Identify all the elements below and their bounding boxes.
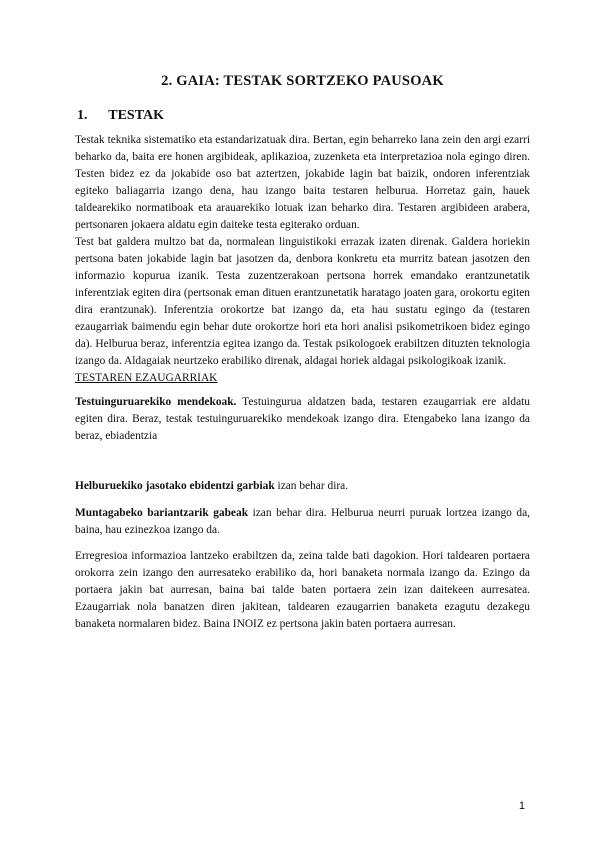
paragraph-definition: Test bat galdera multzo bat da, normalean linguistikoki errazak izaten direnak. Galdera horiekin pertsona baten jokabide lagin bat jasotzen da, denbora konkretu eta murritz batean jasotzen den informazio kopurua izanik. Testa zuzentzerakoan pertsona horrek emandako erantzunetatik inferentziak egiten dira (pertsonak eman dituen erantzunetatik haratago joaten gara, orokortu egiten dira erantzunak). Inferentzia orokortze bat izango da, eta hau sustatu egingo da (testaren ezaugarriak baimendu egin behar dute orokortze hori eta hori analisi psikometrikoen bidez egingo da). Helburua beraz, inferentzia egitea izango da. Testak psikologoek erabiltzen dituzten teknologia izango da. Aldagaiak neurtzeko erabiliko direnak, aldagai horiek aldagai psikologikoak izanik. (75, 236, 530, 367)
paragraph-text: Testuingurua aldatzen bada, testaren ezaugarriak ere aldatu egiten dira. Beraz, testak testuinguruarekiko mendekoak izango dira. Etengabeko lana izango da beraz, ebiadentzia (75, 396, 530, 442)
page-number: 1 (518, 800, 525, 812)
section-heading (77, 108, 164, 124)
paragraph-feature-variance (75, 505, 530, 539)
page-title: 2. GAIA: TESTAK SORTZEKO PAUSOAK (161, 73, 444, 89)
bold-term: Helburuekiko jasotako ebidentzi garbiak (75, 480, 275, 492)
heading-text: TESTAK (108, 108, 165, 123)
paragraph-feature-evidence (75, 478, 530, 495)
paragraph-text: izan behar dira. (274, 480, 349, 492)
bold-term: Muntagabeko bariantzarik gabeak (75, 507, 249, 519)
paragraph-intro: Testak teknika sistematiko eta estandarizatuak dira. Bertan, egin beharreko lana zein den argi ezarri beharko da, baita ere honen argibideak, aplikazioa, zuzenketa eta interpretazioa nola egingo diren. Testen bidez ez da jokabide oso bat aztertzen, jokabide lagin bat baizik, ondoren inferentziak egiteko baliagarria izango dena, hau izango baita testaren helburua. Horretaz gain, hauek taldearekiko normatiboak eta arauarekiko lotuak izan beharko dira. Testaren argibideen arabera, pertsonaren jokaera aldatu egin daiteke testa egiterako orduan. (75, 134, 530, 231)
paragraph-regression: Erregresioa informazioa lantzeko erabiltzen da, zeina talde bati dagokion. Hori taldearen portaera orokorra zein izango den aurresateko erabiliko da, hori banaketa normala izango da. Ezingo da portaera jakin bat aurresan, baina bai talde baten portaera zein izan daitekeen aurresatea. Ezaugarriak nola banatzen diren jakitean, taldearen ezaugarrien banaketa ezagutu dezakegu banaketa normalaren bidez. Baina INOIZ ez pertsona jakin baten portaera aurresan. (75, 550, 530, 630)
paragraph-text: izan behar dira. Helburua neurri puruak lortzea izango da, baina, hau ezinezkoa izango da. (75, 507, 531, 536)
paragraph-feature-context (75, 394, 530, 445)
bold-term: Testuinguruarekiko mendekoak. (75, 396, 237, 408)
subsection-heading: TESTAREN EZAUGARRIAK (75, 372, 218, 384)
heading-number: 1. (77, 108, 88, 123)
